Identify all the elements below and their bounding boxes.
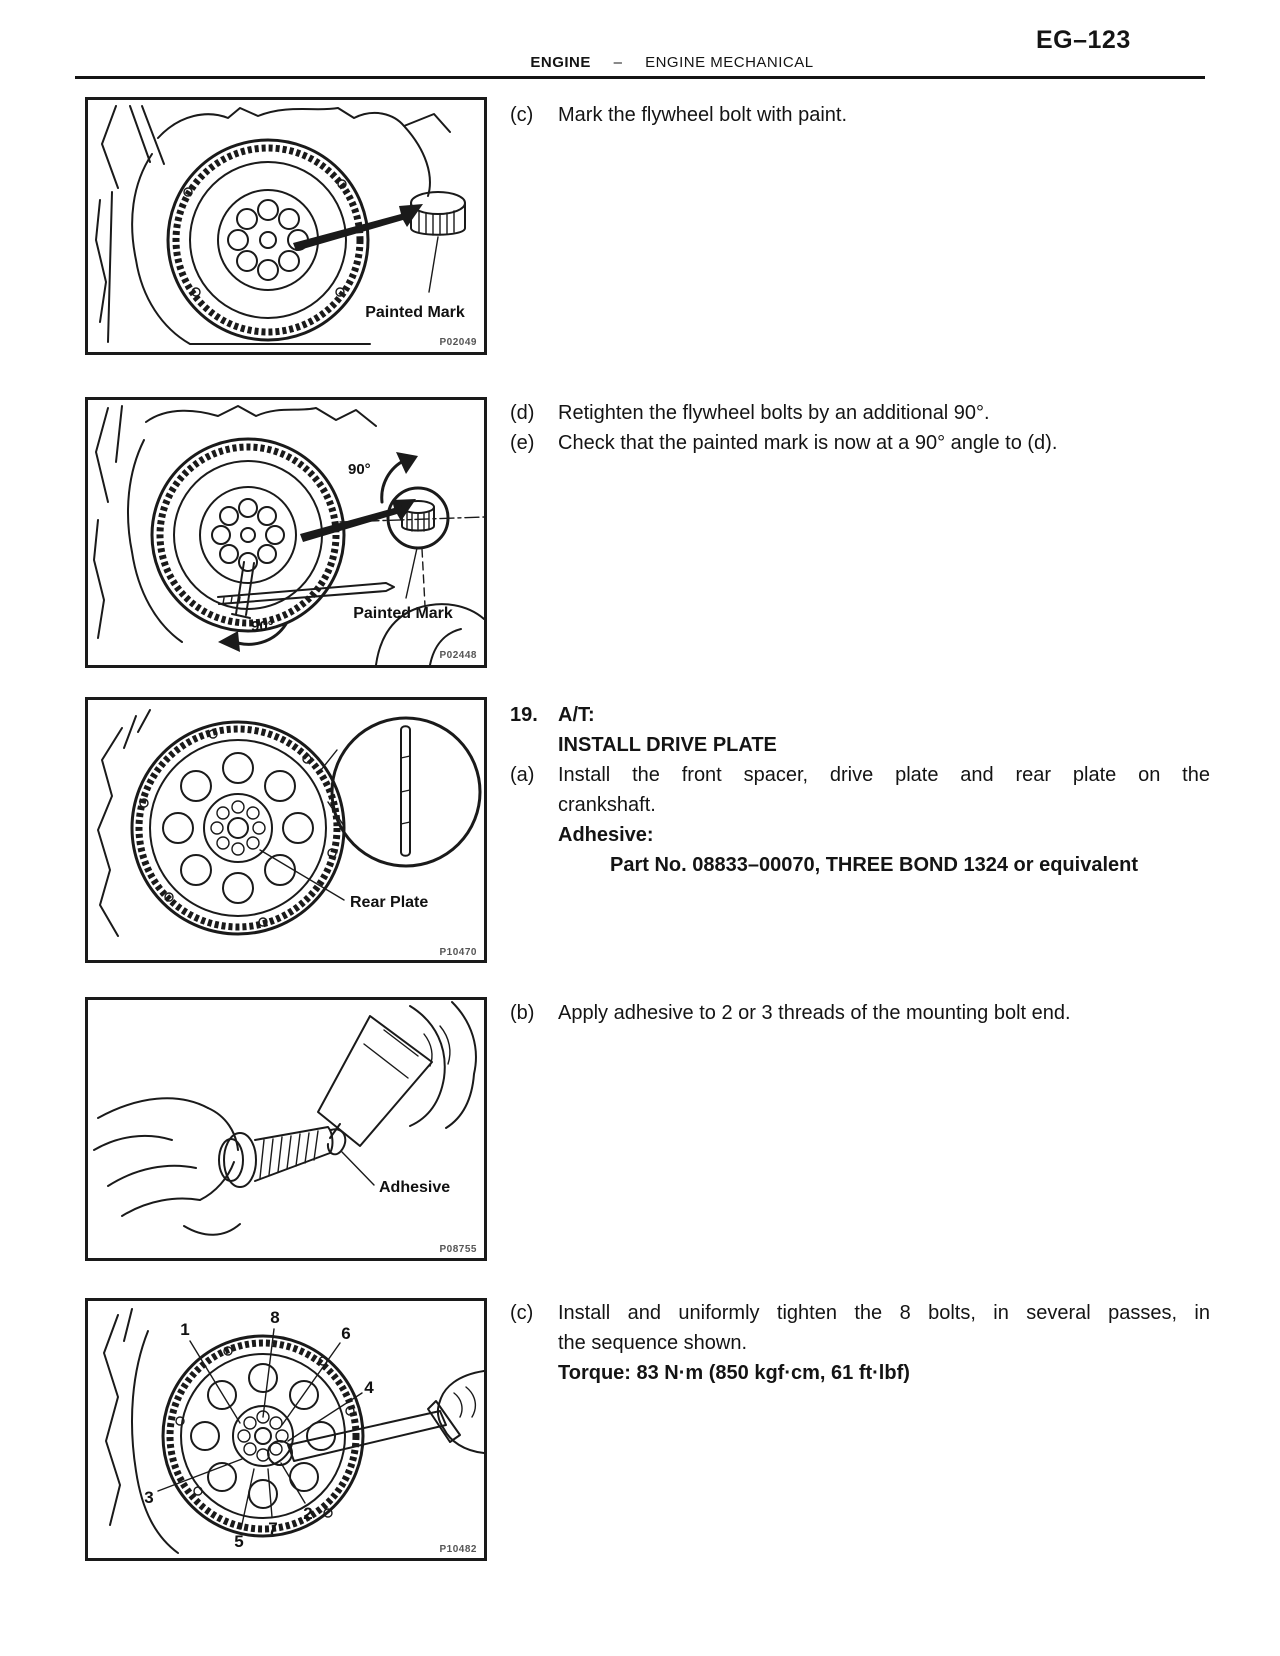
- figure-painted-mark-2: [85, 397, 487, 668]
- figure-2-angle-top: 90°: [348, 461, 371, 478]
- figure-3-illustration: [88, 700, 484, 960]
- running-head-separator: –: [613, 54, 623, 71]
- section-number: 19.: [510, 704, 538, 726]
- figure-4-caption: Adhesive: [379, 1179, 451, 1196]
- step-text-line1: Install the front spacer, drive plate and rear plate on the: [558, 764, 1210, 786]
- bolt-number-4: 4: [364, 1378, 374, 1397]
- bolt-detail: [340, 488, 484, 606]
- figure-bolt-sequence: [85, 1298, 487, 1561]
- step-text-line2: the sequence shown.: [558, 1332, 748, 1354]
- figure-3-caption: Rear Plate: [350, 894, 429, 911]
- step-b-apply-adhesive: [510, 998, 1210, 1028]
- right-hand: [410, 1002, 476, 1128]
- step-a-install-plate: [510, 760, 1210, 880]
- running-head: [64, 54, 1280, 71]
- figure-1-illustration: [88, 100, 484, 352]
- step-c-mark-bolt: [510, 100, 1210, 130]
- figure-painted-mark-1: [85, 97, 487, 355]
- step-text: Retighten the flywheel bolts by an additional 90°.: [558, 402, 990, 424]
- figure-4-code: P08755: [439, 1244, 477, 1255]
- figure-2-illustration: [88, 400, 484, 665]
- step-c-tighten-bolts: [510, 1298, 1210, 1388]
- bolt-number-1: 1: [180, 1320, 190, 1339]
- figure-5-code: P10482: [439, 1544, 477, 1555]
- torque-spec: Torque: 83 N·m (850 kgf·cm, 61 ft·lbf): [558, 1362, 910, 1384]
- steps-d-e: [510, 398, 1210, 458]
- step-label: (d): [510, 402, 535, 424]
- figure-5-illustration: [88, 1301, 484, 1558]
- section-title-line1: A/T:: [558, 704, 595, 726]
- drive-plate: [132, 722, 344, 934]
- caption-leader: [342, 1152, 374, 1185]
- step-text: Mark the flywheel bolt with paint.: [558, 104, 848, 126]
- left-hand: [94, 1098, 240, 1234]
- drive-plate: [163, 1336, 363, 1536]
- step-label: (e): [510, 432, 535, 454]
- step-text-line1: Install and uniformly tighten the 8 bolts, in several passes, in: [558, 1302, 1210, 1324]
- flywheel: [168, 140, 368, 340]
- magnifier-detail: [321, 718, 480, 866]
- step-text: Apply adhesive to 2 or 3 threads of the mounting bolt end.: [558, 1002, 1071, 1024]
- mounting-bolt: [219, 1127, 332, 1187]
- section-19-heading: [510, 700, 1210, 760]
- bolt-number-8: 8: [270, 1308, 280, 1327]
- figure-1-caption: Painted Mark: [365, 304, 465, 321]
- step-label: (c): [510, 1302, 534, 1324]
- bolt-number-3: 3: [144, 1488, 154, 1507]
- step-label: (a): [510, 764, 535, 786]
- section-title-line2: INSTALL DRIVE PLATE: [558, 734, 777, 756]
- running-head-section: ENGINE: [530, 54, 591, 71]
- figure-adhesive: [85, 997, 487, 1261]
- adhesive-spec-label: Adhesive:: [558, 824, 654, 846]
- figure-2-code: P02448: [439, 650, 477, 661]
- step-text-line2: crankshaft.: [558, 794, 656, 816]
- figure-1-code: P02049: [439, 337, 477, 348]
- figure-rear-plate: [85, 697, 487, 963]
- bolt-number-6: 6: [341, 1324, 351, 1343]
- bolt-number-5: 5: [234, 1532, 244, 1551]
- bolt-number-7: 7: [268, 1519, 278, 1538]
- adhesive-tube: [318, 1016, 432, 1154]
- running-head-subsection: ENGINE MECHANICAL: [645, 54, 814, 71]
- figure-4-illustration: [88, 1000, 484, 1258]
- figure-2-caption: Painted Mark: [353, 605, 453, 622]
- figure-3-code: P10470: [439, 947, 477, 958]
- header-rule: [75, 76, 1205, 79]
- page-number: EG–123: [1036, 26, 1131, 54]
- step-label: (b): [510, 1002, 535, 1024]
- step-label: (c): [510, 104, 534, 126]
- adhesive-spec-value: Part No. 08833–00070, THREE BOND 1324 or equivalent: [610, 854, 1139, 876]
- figure-2-angle-bottom: 90°: [251, 618, 274, 635]
- bolt-number-2: 2: [303, 1504, 313, 1523]
- step-text: Check that the painted mark is now at a 90° angle to (d).: [558, 432, 1058, 454]
